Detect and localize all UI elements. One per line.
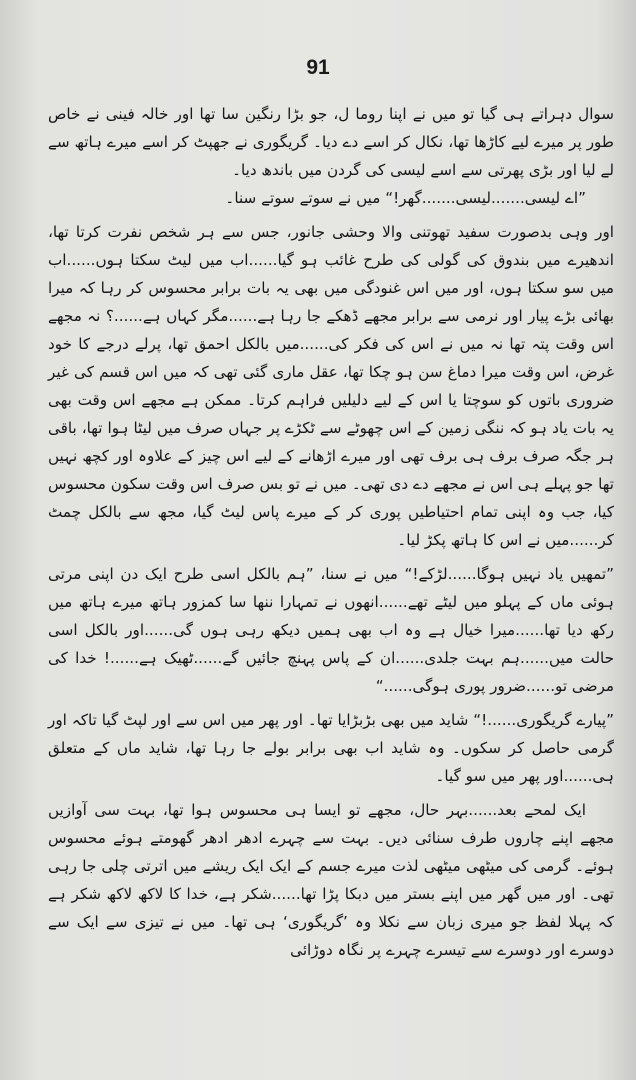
paragraph: ”تمھیں یاد نہیں ہوگا......لڑکے!“ میں نے سنا، ”ہم بالکل اسی طرح ایک دن اپنی مرتی ہوئی ماں کے پہلو میں لیٹے تھے......انھوں نے تمہارا ننھا سا کمزور ہاتھ میرے ہاتھ میں رکھ دیا تھا......میرا خیال ہے وہ اب بھی ہمیں دیکھ رہی ہوں گی......اور بالکل اسی حالت میں......ہم بہت جلدی......ان کے پاس پہنچ جائیں گے......ٹھیک ہے......! خدا کی مرضی تو......ضرور پوری ہوگی......“ (48, 565, 614, 695)
paragraph: سوال دہراتے ہی گیا تو میں نے اپنا روما ل، جو بڑا رنگین سا تھا اور خالہ فینی نے خاص طور پر میرے لیے کاڑھا تھا، نکال کر اسے دے دیا۔ گریگوری نے جھپٹ کر اسے میرے ہاتھ سے لے لیا اور بڑی پھرتی سے اسے لیسی کی گردن میں باندھ دیا۔ (48, 105, 614, 179)
paragraph: ایک لمحے بعد......بہر حال، مجھے تو ایسا ہی محسوس ہوا تھا، بہت سی آوازیں مجھے اپنے چاروں طرف سنائی دیں۔ بہت سے چہرے ادھر ادھر گھومتے ہوئے محسوس ہوئے۔ گرمی کی میٹھی میٹھی لذت میرے جسم کے ایک ایک ریشے میں اترتی چلی جا رہی تھی۔ اور میں گھر میں اپنے بستر میں دبکا پڑا تھا......شکر ہے، خدا کا لاکھ لاکھ شکر ہے کہ پہلا لفظ جو میری زبان سے نکلا وہ ’گریگوری‘ ہی تھا۔ میں نے تیزی سے ایک سے دوسرے اور دوسرے سے تیسرے چہرے پر نگاہ دوڑائی (48, 801, 614, 959)
page-text (48, 100, 614, 964)
paragraph: ”اے لیسی.......لیسی.......گھر!“ میں نے سوتے سوتے سنا۔ (225, 189, 586, 207)
paragraph: اور وہی بدصورت سفید تھوتنی والا وحشی جانور، جس سے ہر شخص نفرت کرتا تھا، اندھیرے میں بندوق کی گولی کی طرح غائب ہو گیا......اب میں لیٹ سکتا ہوں......اب میں سو سکتا ہوں، اور میں اس غنودگی میں بھی یہ بات برابر محسوس کر رہا کہ میرا بھائی بڑے پیار اور نرمی سے برابر مجھے ڈھکے جا رہا ہے......مگر کہاں ہے......؟ نہ مجھے اس وقت پتہ تھا نہ میں نے اس کی فکر کی......میں بالکل احمق تھا، پرلے درجے کا خود غرض، اس وقت میرا دماغ سن ہو چکا تھا، عقل ماری گئی تھی کہ میں اس قسم کی غیر ضروری باتوں کو سوچتا یا اس کے لیے دلیلیں فراہم کرتا۔ ممکن ہے مجھے اس وقت بھی یہ بات یاد ہو کہ ننگی زمین کے اس چھوٹے سے ٹکڑے پر جہاں صرف میں لیٹا ہوا تھا، باقی ہر جگہ صرف برف ہی برف تھی اور میرے اڑھانے کے لیے اس چیز کے علاوہ اور کچھ نہیں تھا جو پہلے ہی اس نے مجھے دے دی تھی۔ میں نے تو بس صرف اس وقت سکون محسوس کیا، جب وہ اپنی تمام احتیاطیں پوری کر کے میرے پاس لیٹ گیا، مجھ سے بالکل چمٹ کر......میں نے اس کا ہاتھ پکڑ لیا۔ (48, 223, 614, 549)
paragraph: ”پیارے گریگوری......!“ شاید میں بھی بڑبڑایا تھا۔ اور پھر میں اس سے اور لپٹ گیا تاکہ اور گرمی حاصل کر سکوں۔ وہ شاید اب بھی برابر بولے جا رہا تھا، شاید ماں کے متعلق ہی......اور پھر میں سو گیا۔ (48, 711, 614, 785)
page-number: 91 (306, 56, 330, 79)
